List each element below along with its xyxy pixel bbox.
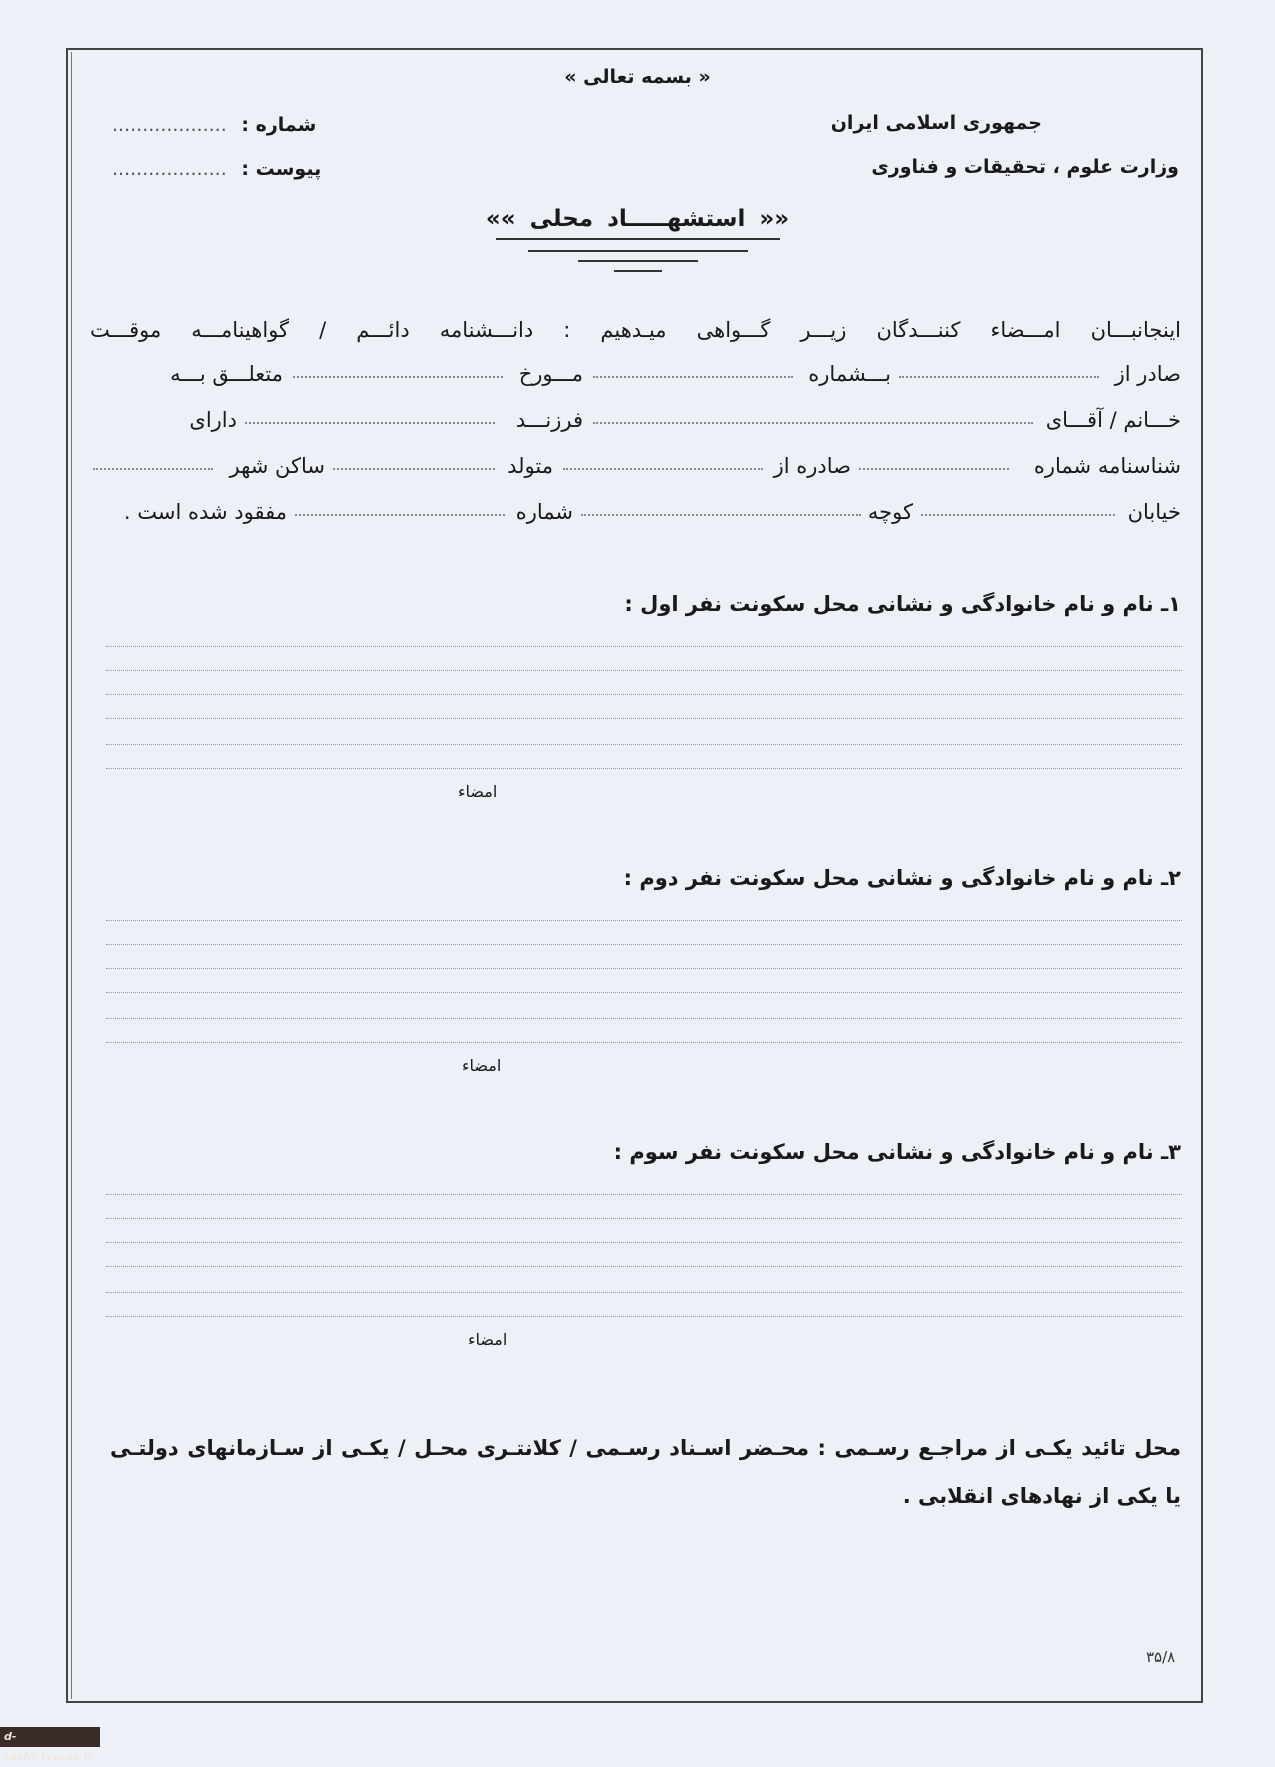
- title-underline: [496, 238, 780, 278]
- intro-row-4: [90, 454, 1181, 488]
- dated-label: مـــورخ: [518, 362, 583, 386]
- witness-3-line[interactable]: [106, 1218, 1182, 1219]
- page-number: ۳۵/۸: [1146, 1648, 1176, 1666]
- issued-from-label: صادر از: [1114, 362, 1181, 386]
- name-blank[interactable]: [593, 422, 1033, 424]
- witness-1-line[interactable]: [106, 744, 1182, 745]
- attachment-label: پیوست :: [241, 158, 322, 180]
- alley-label: کوچه: [867, 500, 913, 524]
- witness-2-line[interactable]: [106, 968, 1182, 969]
- witness-3-line[interactable]: [106, 1194, 1182, 1195]
- bismillah-heading: « بسمه تعالی »: [564, 66, 711, 88]
- witness-1-line[interactable]: [106, 718, 1182, 719]
- number-label: شماره :: [241, 114, 317, 136]
- mr-mrs-label: خـــانم / آقـــای: [1045, 408, 1181, 432]
- witness-2-line[interactable]: [106, 1042, 1182, 1043]
- intro-row-5: [90, 500, 1181, 534]
- witness-3-line[interactable]: [106, 1292, 1182, 1293]
- document-title: «« استشهـــــاد محلی »»: [485, 206, 790, 232]
- witness-1-heading: ۱ـ نام و نام خانوادگی و نشانی محل سکونت نفر اول :: [624, 592, 1181, 616]
- witness-3-line[interactable]: [106, 1316, 1182, 1317]
- holder-of-label: دارای: [189, 408, 237, 432]
- street-label: خیابان: [1127, 500, 1181, 524]
- intro-row-2: [90, 362, 1181, 396]
- child-of-label: فرزنـــد: [515, 408, 583, 432]
- witness-3-heading: ۳ـ نام و نام خانوادگی و نشانی محل سکونت نفر سوم :: [613, 1140, 1181, 1164]
- house-number-blank[interactable]: [295, 514, 505, 516]
- witness-2-line[interactable]: [106, 1018, 1182, 1019]
- attachment-value: ...................: [112, 158, 227, 180]
- witness-1-line[interactable]: [106, 768, 1182, 769]
- watermark-stamp: d-rasht.tvu.ac.ir: [0, 1727, 100, 1747]
- witness-2-line[interactable]: [106, 992, 1182, 993]
- born-blank[interactable]: [333, 468, 495, 470]
- child-of-blank[interactable]: [245, 422, 495, 424]
- attachment-field: [112, 158, 321, 180]
- by-number-blank[interactable]: [593, 376, 793, 378]
- margin-rule: [71, 52, 72, 1699]
- number-field: [112, 114, 316, 136]
- alley-blank[interactable]: [581, 514, 861, 516]
- id-number-blank[interactable]: [859, 468, 1009, 470]
- intro-line-1: اینجانبـــان امـــضاء کننـــدگان زیـــر گـــواهی میـدهیم : دانـــشنامه دائـــم / گواهینامـــه موقـــت: [90, 318, 1181, 342]
- resident-city-label: ساکن شهر: [229, 454, 325, 478]
- house-number-label: شماره: [515, 500, 573, 524]
- approval-note-line-1: محل تائید یکـی از مراجـع رسـمی : محـضر اسـناد رسـمی / کلانتـری محـل / یکـی از سـازمانهای دولتـی: [110, 1436, 1181, 1460]
- witness-2-line[interactable]: [106, 944, 1182, 945]
- witness-3-line[interactable]: [106, 1242, 1182, 1243]
- witness-2-heading: ۲ـ نام و نام خانوادگی و نشانی محل سکونت نفر دوم :: [623, 866, 1181, 890]
- witness-1-line[interactable]: [106, 694, 1182, 695]
- org-line-2: وزارت علوم ، تحقیقات و فناوری: [871, 156, 1179, 178]
- dated-blank[interactable]: [293, 376, 503, 378]
- born-label: متولد: [507, 454, 553, 478]
- by-number-label: بـــشماره: [808, 362, 891, 386]
- witness-3-signature-label: امضاء: [468, 1330, 508, 1349]
- lost-statement: مفقود شده است .: [123, 500, 287, 524]
- approval-note-line-2: یا یکی از نهادهای انقلابی .: [902, 1484, 1181, 1508]
- id-number-label: شناسنامه شماره: [1033, 454, 1181, 478]
- witness-1-line[interactable]: [106, 670, 1182, 671]
- witness-2-line[interactable]: [106, 920, 1182, 921]
- org-line-1: جمهوری اسلامی ایران: [830, 112, 1042, 134]
- issued-at-label: صادره از: [773, 454, 851, 478]
- issued-at-blank[interactable]: [563, 468, 763, 470]
- intro-row-3: [90, 408, 1181, 442]
- belongs-to-label: متعلـــق بـــه: [170, 362, 283, 386]
- resident-city-blank[interactable]: [93, 468, 213, 470]
- issued-from-blank[interactable]: [899, 376, 1099, 378]
- witness-1-signature-label: امضاء: [458, 782, 498, 801]
- witness-3-line[interactable]: [106, 1266, 1182, 1267]
- witness-1-line[interactable]: [106, 646, 1182, 647]
- number-value: ...................: [112, 114, 227, 136]
- witness-2-signature-label: امضاء: [462, 1056, 502, 1075]
- street-blank[interactable]: [921, 514, 1115, 516]
